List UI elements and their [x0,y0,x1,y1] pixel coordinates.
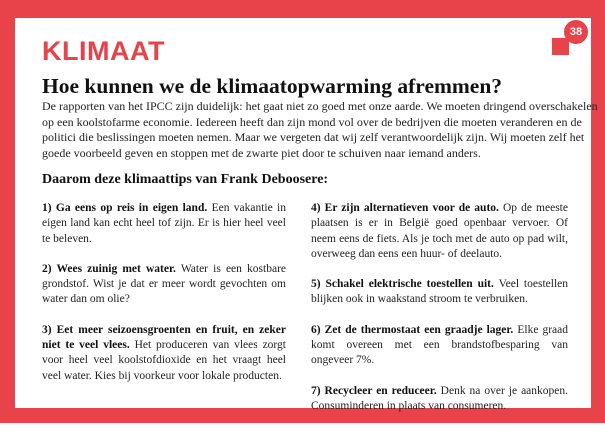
tip-item [311,384,568,415]
tip-item [42,323,286,384]
brand-title: KLIMAAT [42,36,165,66]
tip-body: Op de meeste plaatsen is er in België goed openbaar vervoer. Of neem eens de fiets. Als je toch met de auto op pad wilt, overweeg dan eens een huur- of deelauto. [311,202,568,260]
intro-paragraph [42,99,598,161]
tip-title: 4) Er zijn alternatieven voor de auto. [311,202,499,214]
tips-column-left [42,201,286,399]
intro-line: De rapporten van het IPCC zijn duidelijk: het gaat niet zo goed met onze aarde. We moeten dringend overschakelen [42,99,598,113]
tip-title: 3) Eet meer seizoensgroenten en fruit, en zeker niet te veel vlees. [42,323,286,352]
intro-line: politici die beslissingen moeten nemen. Maar we vergeten dat wij zelf verantwoordelijk zijn. Wij moeten zelf het [42,130,585,145]
tip-body: Elke graad komt overeen met een brandstofbesparing van ongeveer 7%. [311,323,568,367]
tip-body: Denk na over je aankopen. Consuminderen in plaats van consumeren. [311,384,569,412]
tip-body: Het produceren van vlees zorgt voor heel veel koolstofdioxide en het vraagt heel veel water. Kies bij voorkeur voor lokale producten. [42,339,286,382]
tip-body: Een vakantie in eigen land kan echt heel tof zijn. Er is hier heel veel te beleven. [42,202,286,245]
tip-item [42,262,286,308]
badge-square-icon [552,38,569,55]
tip-item [311,323,568,369]
tips-heading: Daarom deze klimaattips van Frank Deboosere: [42,172,329,187]
intro-line: op een koolstofarme economie. Iedereen heeft dan zijn mond vol over de bedrijven die moeten veranderen en de [42,114,582,129]
tip-body: Veel toestellen blijken ook in waakstand stroom te verbruiken. [311,278,568,306]
page-number: 38 [564,20,588,44]
tip-title: 2) Wees zuinig met water. [42,262,176,275]
tips-column-right [311,201,568,429]
intro-line: goede voorbeeld geven en stoppen met de zwarte piet door te schuiven naar iemand anders. [42,145,481,160]
tip-title: 5) Schakel elektrische toestellen uit. [311,278,494,291]
tip-title: 6) Zet de thermostaat een graadje lager. [311,323,514,336]
page-number-badge [552,20,590,56]
page-title: Hoe kunnen we de klimaatopwarming afremmen? [42,74,503,98]
tip-title: 7) Recycleer en reduceer. [311,384,437,397]
tip-item [42,201,286,247]
tip-title: 1) Ga eens op reis in eigen land. [42,202,208,214]
tip-item [311,277,568,308]
tip-item [311,201,568,262]
tip-body: Water is een kostbare grondstof. Wist je dat er meer wordt gevochten om water dan om olie? [42,262,286,306]
